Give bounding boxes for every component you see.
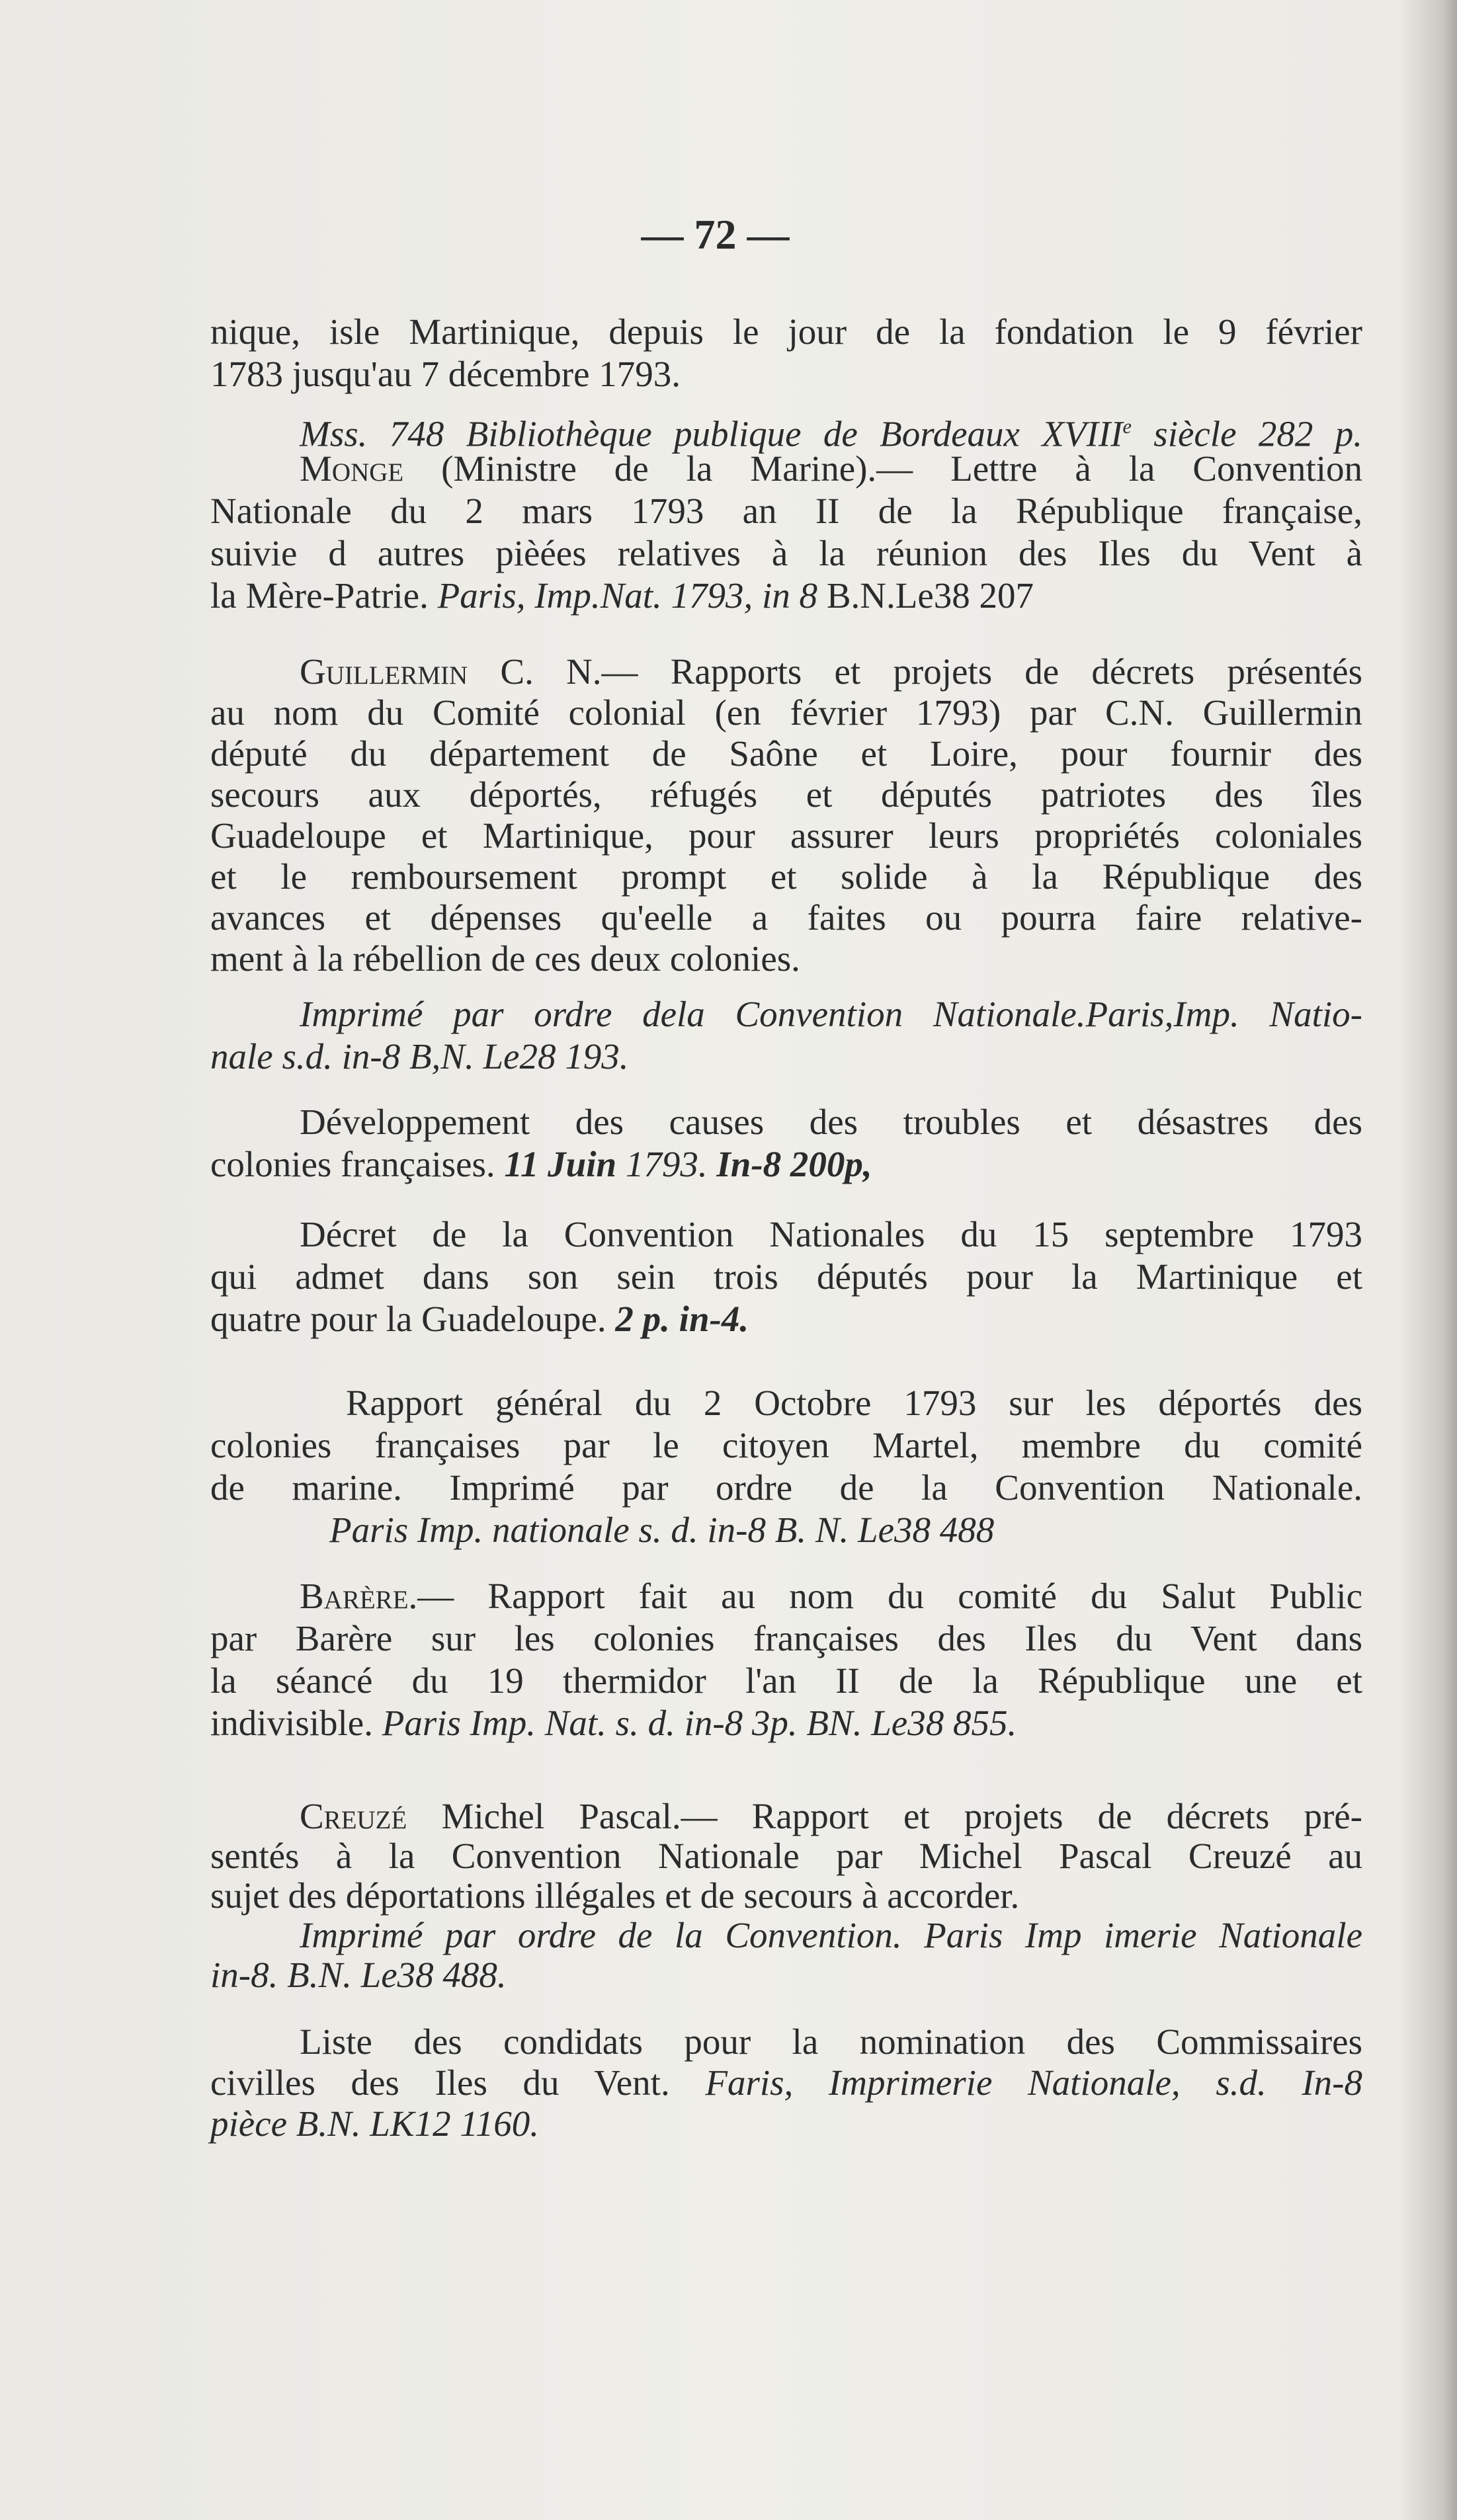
text-line xyxy=(210,532,1362,575)
text-line xyxy=(210,2103,1362,2144)
text-line xyxy=(210,651,1362,692)
body-text: au nom du Comité colonial (en février 1793) par C.N. Guillermin xyxy=(210,692,1362,733)
text-line xyxy=(210,353,1362,395)
body-text: la séancé du 19 thermidor l'an II de la République une et xyxy=(210,1660,1362,1701)
body-text: député du département de Saône et Loire, pour fournir des xyxy=(210,733,1362,774)
text-line xyxy=(210,938,1362,979)
citation-text: nale s.d. in-8 B,N. Le28 193. xyxy=(210,1036,629,1077)
body-text: et le remboursement prompt et solide à la République des xyxy=(210,856,1362,897)
citation-text: Paris, Imp.Nat. 1793, in 8 xyxy=(437,575,818,616)
entry-rapport-general xyxy=(210,1382,1362,1551)
author-name: Creuzé xyxy=(300,1796,407,1836)
text-line xyxy=(210,1101,1362,1143)
entry-guillermin-imprint xyxy=(210,993,1362,1078)
entry-developpement xyxy=(210,1101,1362,1186)
text-line xyxy=(210,575,1362,617)
text-line xyxy=(210,774,1362,815)
text-line xyxy=(210,1876,1362,1916)
text-line xyxy=(210,1836,1362,1876)
text-line xyxy=(210,1509,1362,1551)
text-line xyxy=(210,1036,1362,1078)
body-text: (Ministre de la Marine).— Lettre à la Convention xyxy=(403,448,1362,489)
text-line xyxy=(210,856,1362,897)
body-text: par Barère sur les colonies françaises des Iles du Vent dans xyxy=(210,1618,1362,1658)
body-text: secours aux déportés, réfugés et députés patriotes des îles xyxy=(210,774,1362,815)
citation-text: Imprimé par ordre de la Convention. Paris Imp imerie Nationale xyxy=(300,1915,1362,1955)
body-text: civilles des Iles du Vent. xyxy=(210,2062,706,2103)
entry-continuation xyxy=(210,311,1362,395)
text-line xyxy=(210,1298,1362,1340)
text-line xyxy=(210,1797,1362,1836)
citation-text: 2 p. in-4. xyxy=(615,1299,749,1339)
text-line xyxy=(210,1617,1362,1660)
text-line xyxy=(210,897,1362,938)
body-text: e xyxy=(1122,415,1132,438)
text-line xyxy=(210,1467,1362,1509)
citation-text: Paris Imp. nationale s. d. in-8 B. N. Le38 488 xyxy=(329,1510,995,1550)
author-name: Barère xyxy=(300,1576,409,1616)
entry-creuze xyxy=(210,1797,1362,1995)
citation-text: Paris Imp. Nat. s. d. in-8 3p. BN. Le38 855. xyxy=(382,1703,1017,1743)
text-line xyxy=(210,2021,1362,2062)
entry-mss-bordeaux xyxy=(210,405,1362,454)
text-line xyxy=(210,815,1362,856)
author-name: Monge xyxy=(300,448,404,489)
body-text: 1783 jusqu'au 7 décembre 1793. xyxy=(210,354,681,394)
body-text: sentés à la Convention Nationale par Michel Pascal Creuzé au xyxy=(210,1836,1362,1876)
text-line xyxy=(210,448,1362,490)
body-text: Guadeloupe et Martinique, pour assurer leurs propriétés coloniales xyxy=(210,815,1362,856)
body-text: la Mère-Patrie. xyxy=(210,575,438,616)
body-text: C. N.— Rapports et projets de décrets présentés xyxy=(468,651,1362,692)
text-line xyxy=(210,405,1362,454)
citation-text: Imprimé par ordre dela Convention Nationale.Paris,Imp. Natio- xyxy=(300,994,1362,1034)
entry-liste-candidats xyxy=(210,2021,1362,2144)
body-text: nique, isle Martinique, depuis le jour de la fondation le 9 février xyxy=(210,311,1362,352)
body-text: Liste des condidats pour la nomination des Commissaires xyxy=(300,2021,1362,2062)
citation-text: 11 Juin xyxy=(504,1144,617,1184)
body-text: colonies françaises. xyxy=(210,1144,505,1184)
body-text: .— Rapport fait au nom du comité du Salut Public xyxy=(408,1576,1362,1616)
citation-text: 1793. xyxy=(616,1144,717,1184)
body-text: Développement des causes des troubles et désastres des xyxy=(300,1102,1362,1142)
entry-decret xyxy=(210,1213,1362,1340)
text-line xyxy=(210,1143,1362,1186)
citation-text: Mss. 748 Bibliothèque publique de Bordeaux XVIII xyxy=(300,413,1123,454)
body-text: quatre pour la Guadeloupe. xyxy=(210,1299,616,1339)
page-number: — 72 — xyxy=(641,211,790,258)
body-text: indivisible. xyxy=(210,1703,382,1743)
citation-text: Faris, Imprimerie Nationale, s.d. In-8 xyxy=(705,2062,1362,2103)
body-text: Décret de la Convention Nationales du 15 septembre 1793 xyxy=(300,1214,1362,1254)
citation-text: siècle 282 p. xyxy=(1131,413,1362,454)
entry-guillermin xyxy=(210,651,1362,979)
citation-text: In-8 200p, xyxy=(716,1144,872,1184)
text-line xyxy=(210,2062,1362,2103)
body-text: ment à la rébellion de ces deux colonies. xyxy=(210,938,800,979)
body-text: Rapport général du 2 Octobre 1793 sur les déportés des xyxy=(346,1383,1362,1423)
body-text: sujet des déportations illégales et de secours à accorder. xyxy=(210,1875,1020,1916)
text-line xyxy=(210,1575,1362,1617)
text-line xyxy=(210,1702,1362,1744)
text-line xyxy=(210,1424,1362,1467)
text-line xyxy=(210,1256,1362,1298)
citation-text: in-8. B.N. Le38 488. xyxy=(210,1955,507,1995)
text-line xyxy=(210,311,1362,353)
body-text: B.N.Le38 207 xyxy=(817,575,1034,616)
text-line xyxy=(210,490,1362,532)
entry-barere xyxy=(210,1575,1362,1744)
body-text: Nationale du 2 mars 1793 an II de la République française, xyxy=(210,491,1362,531)
body-text: de marine. Imprimé par ordre de la Convention Nationale. xyxy=(210,1467,1362,1508)
text-line xyxy=(210,993,1362,1036)
body-text: qui admet dans son sein trois députés pour la Martinique et xyxy=(210,1256,1362,1297)
text-line xyxy=(210,692,1362,733)
citation-text: pièce B.N. LK12 1160. xyxy=(210,2103,539,2144)
body-text: colonies françaises par le citoyen Martel, membre du comité xyxy=(210,1425,1362,1465)
text-line xyxy=(210,1213,1362,1256)
text-line xyxy=(210,733,1362,774)
entry-monge xyxy=(210,448,1362,617)
text-line xyxy=(210,1955,1362,1995)
body-text: avances et dépenses qu'eelle a faites ou pourra faire relative- xyxy=(210,897,1362,938)
text-line xyxy=(210,1660,1362,1702)
author-name: Guillermin xyxy=(300,651,468,692)
body-text: suivie d autres pièées relatives à la réunion des Iles du Vent à xyxy=(210,533,1362,573)
text-line xyxy=(210,1382,1362,1424)
body-text: Michel Pascal.— Rapport et projets de décrets pré- xyxy=(407,1796,1362,1836)
text-line xyxy=(210,1916,1362,1955)
